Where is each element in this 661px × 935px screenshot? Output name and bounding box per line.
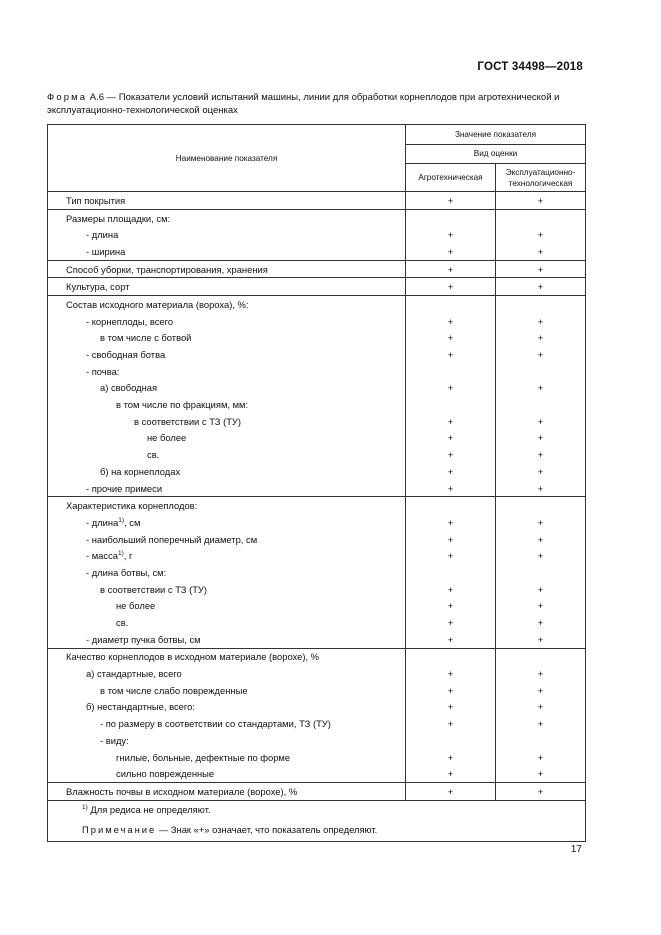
- row-label: [48, 665, 406, 682]
- cell-agro: +: [406, 581, 496, 598]
- row-label-text: б) на корнеплодах: [100, 465, 181, 477]
- row-label: [48, 330, 406, 347]
- row-label: [48, 313, 406, 330]
- row-label-text: - масса: [86, 550, 118, 562]
- cell-expl: +: [496, 715, 586, 732]
- table-row: [48, 531, 586, 548]
- row-label: [48, 631, 406, 648]
- row-label: [48, 192, 406, 210]
- cell-expl: +: [496, 278, 586, 296]
- table-row: [48, 783, 586, 801]
- table-row: [48, 564, 586, 581]
- table-row: [48, 463, 586, 480]
- cell-agro: +: [406, 765, 496, 782]
- form-caption: [47, 91, 587, 117]
- table-row: [48, 346, 586, 363]
- conditions-table: [47, 124, 586, 842]
- cell-agro: +: [406, 614, 496, 631]
- row-label: [48, 380, 406, 397]
- row-label: [48, 531, 406, 548]
- cell-expl: +: [496, 614, 586, 631]
- cell-expl: +: [496, 514, 586, 531]
- column-header-value: Значение показателя: [406, 125, 586, 145]
- table-row: [48, 547, 586, 564]
- cell-expl: +: [496, 682, 586, 699]
- cell-expl: [496, 363, 586, 380]
- table-row: [48, 380, 586, 397]
- table-row: [48, 682, 586, 699]
- cell-agro: [406, 732, 496, 749]
- column-header-kind: Вид оценки: [406, 144, 586, 164]
- table-row: [48, 514, 586, 531]
- table-row: [48, 648, 586, 665]
- row-label-text: св.: [147, 449, 160, 461]
- cell-agro: +: [406, 514, 496, 531]
- row-label: [48, 346, 406, 363]
- table-row: [48, 278, 586, 296]
- row-label: [48, 682, 406, 699]
- row-label: [48, 497, 406, 514]
- table-row: [48, 598, 586, 615]
- cell-agro: +: [406, 226, 496, 243]
- row-label: [48, 243, 406, 260]
- row-label-unit: , см: [124, 516, 141, 528]
- cell-agro: [406, 363, 496, 380]
- row-label: [48, 480, 406, 497]
- row-label-text: Способ уборки, транспортирования, хранения: [66, 263, 268, 275]
- row-label: [48, 732, 406, 749]
- form-caption-text: А.6 — Показатели условий испытаний машины, линии для обработки корнеплодов при агротехнической и эксплуатационно-технологической оценках: [47, 92, 560, 116]
- cell-expl: [496, 396, 586, 413]
- table-row: [48, 749, 586, 766]
- row-label: [48, 749, 406, 766]
- table-row: [48, 732, 586, 749]
- row-label: [48, 765, 406, 782]
- table-row: [48, 446, 586, 463]
- row-label-text: - виду:: [100, 734, 129, 746]
- row-label-text: Характеристика корнеплодов:: [66, 500, 198, 512]
- footnote-ref: 1): [118, 516, 125, 524]
- column-header-agro: Агротехническая: [406, 164, 496, 192]
- cell-agro: +: [406, 430, 496, 447]
- cell-expl: +: [496, 226, 586, 243]
- standard-number: ГОСТ 34498—2018: [477, 61, 583, 73]
- row-label-text: Влажность почвы в исходном материале (ворохе), %: [66, 785, 298, 797]
- cell-agro: +: [406, 715, 496, 732]
- footnote-text: Для редиса не определяют.: [87, 804, 211, 816]
- table-row: [48, 614, 586, 631]
- cell-agro: +: [406, 531, 496, 548]
- cell-agro: [406, 564, 496, 581]
- table-row: [48, 243, 586, 260]
- row-label-text: гнилые, больные, дефектные по форме: [116, 751, 291, 763]
- row-label-text: - прочие примеси: [86, 482, 163, 494]
- form-word: Форма: [47, 92, 88, 103]
- row-label: [48, 430, 406, 447]
- table-row: [48, 765, 586, 782]
- table-row: [48, 226, 586, 243]
- cell-expl: [496, 296, 586, 313]
- row-label: [48, 396, 406, 413]
- cell-agro: [406, 296, 496, 313]
- table-row: [48, 396, 586, 413]
- note-text: — Знак «+» означает, что показатель определяют.: [156, 824, 378, 836]
- cell-agro: +: [406, 682, 496, 699]
- cell-agro: +: [406, 278, 496, 296]
- row-label: [48, 715, 406, 732]
- table-row: [48, 480, 586, 497]
- row-label: [48, 699, 406, 716]
- table-row: [48, 260, 586, 278]
- cell-expl: +: [496, 531, 586, 548]
- cell-expl: +: [496, 699, 586, 716]
- cell-expl: +: [496, 243, 586, 260]
- row-label: [48, 260, 406, 278]
- cell-agro: +: [406, 192, 496, 210]
- table-row: [48, 192, 586, 210]
- cell-expl: +: [496, 463, 586, 480]
- row-label-text: - длина ботвы, см:: [86, 566, 167, 578]
- row-label: [48, 226, 406, 243]
- row-label-unit: , г: [123, 550, 133, 562]
- column-header-name: Наименование показателя: [48, 125, 406, 192]
- cell-expl: +: [496, 413, 586, 430]
- cell-agro: +: [406, 463, 496, 480]
- row-label: [48, 363, 406, 380]
- cell-expl: [496, 209, 586, 226]
- row-label-text: а) свободная: [100, 382, 158, 394]
- cell-expl: +: [496, 765, 586, 782]
- row-label-text: сильно поврежденные: [116, 768, 215, 780]
- cell-agro: +: [406, 313, 496, 330]
- cell-agro: +: [406, 783, 496, 801]
- row-label-text: Размеры площадки, см:: [66, 212, 171, 224]
- row-label: [48, 614, 406, 631]
- row-label: [48, 564, 406, 581]
- table-row: [48, 430, 586, 447]
- cell-expl: +: [496, 192, 586, 210]
- table-row: [48, 296, 586, 313]
- row-label: [48, 648, 406, 665]
- row-label-text: не более: [116, 600, 156, 612]
- row-label-text: - ширина: [86, 245, 126, 257]
- cell-expl: +: [496, 260, 586, 278]
- table-row: [48, 631, 586, 648]
- row-label-text: в соответствии с ТЗ (ТУ): [100, 583, 208, 595]
- row-label-text: не более: [147, 432, 187, 444]
- cell-expl: +: [496, 749, 586, 766]
- cell-agro: +: [406, 598, 496, 615]
- cell-expl: +: [496, 430, 586, 447]
- row-label-text: Состав исходного материала (вороха), %:: [66, 298, 249, 310]
- row-label-text: - длина: [86, 516, 119, 528]
- note-word: Примечание: [82, 824, 157, 836]
- cell-expl: +: [496, 598, 586, 615]
- cell-agro: +: [406, 260, 496, 278]
- row-label-text: Культура, сорт: [66, 281, 130, 293]
- row-label-text: в том числе по фракциям, мм:: [116, 399, 249, 411]
- footnote: [48, 800, 586, 819]
- table-row: [48, 413, 586, 430]
- row-label: [48, 296, 406, 313]
- row-label: [48, 278, 406, 296]
- cell-agro: [406, 648, 496, 665]
- footnote-mark: 1): [82, 804, 88, 812]
- table-row: [48, 715, 586, 732]
- row-label-text: а) стандартные, всего: [86, 668, 182, 680]
- row-label: [48, 446, 406, 463]
- cell-agro: +: [406, 631, 496, 648]
- footnote-ref: 1): [117, 550, 124, 558]
- cell-expl: [496, 497, 586, 514]
- row-label-text: - почва:: [86, 365, 120, 377]
- cell-agro: +: [406, 446, 496, 463]
- cell-agro: +: [406, 330, 496, 347]
- table-row: [48, 497, 586, 514]
- cell-agro: +: [406, 346, 496, 363]
- row-label-text: св.: [116, 617, 129, 629]
- cell-expl: +: [496, 480, 586, 497]
- row-label-text: - свободная ботва: [86, 349, 166, 361]
- cell-expl: [496, 648, 586, 665]
- cell-agro: +: [406, 749, 496, 766]
- row-label: [48, 581, 406, 598]
- row-label-text: в том числе с ботвой: [100, 332, 192, 344]
- note: [48, 819, 586, 842]
- row-label-text: б) нестандартные, всего:: [86, 701, 195, 713]
- table-row: [48, 363, 586, 380]
- table-row: [48, 330, 586, 347]
- cell-agro: +: [406, 480, 496, 497]
- cell-agro: [406, 396, 496, 413]
- cell-expl: [496, 732, 586, 749]
- row-label: [48, 413, 406, 430]
- row-label: [48, 463, 406, 480]
- cell-agro: [406, 497, 496, 514]
- cell-agro: +: [406, 413, 496, 430]
- row-label-text: Качество корнеплодов в исходном материале (ворохе), %: [66, 651, 320, 663]
- row-label-text: - длина: [86, 229, 119, 241]
- cell-expl: +: [496, 380, 586, 397]
- row-label-text: - наибольший поперечный диаметр, см: [86, 533, 258, 545]
- row-label: [48, 209, 406, 226]
- row-label-text: в соответствии с ТЗ (ТУ): [134, 415, 242, 427]
- cell-expl: +: [496, 346, 586, 363]
- cell-expl: +: [496, 446, 586, 463]
- table-row: [48, 209, 586, 226]
- row-label: [48, 598, 406, 615]
- cell-agro: +: [406, 665, 496, 682]
- cell-agro: [406, 209, 496, 226]
- row-label: [48, 514, 406, 531]
- row-label-text: в том числе слабо поврежденные: [100, 684, 248, 696]
- row-label-text: - диаметр пучка ботвы, см: [86, 633, 201, 645]
- row-label: [48, 783, 406, 801]
- row-label-text: - корнеплоды, всего: [86, 315, 174, 327]
- cell-agro: +: [406, 380, 496, 397]
- cell-agro: +: [406, 243, 496, 260]
- cell-expl: +: [496, 783, 586, 801]
- row-label-text: - по размеру в соответствии со стандартами, ТЗ (ТУ): [100, 718, 331, 730]
- table-row: [48, 699, 586, 716]
- cell-expl: [496, 564, 586, 581]
- row-label-text: Тип покрытия: [66, 194, 126, 206]
- row-label: [48, 547, 406, 564]
- cell-expl: +: [496, 313, 586, 330]
- cell-expl: +: [496, 547, 586, 564]
- cell-expl: +: [496, 631, 586, 648]
- cell-agro: +: [406, 547, 496, 564]
- column-header-expl: Эксплуатационно-технологическая: [496, 164, 586, 192]
- table-row: [48, 313, 586, 330]
- table-row: [48, 581, 586, 598]
- page-number: 17: [570, 844, 582, 855]
- cell-expl: +: [496, 581, 586, 598]
- table-row: [48, 665, 586, 682]
- table-body: [48, 192, 586, 801]
- cell-agro: +: [406, 699, 496, 716]
- cell-expl: +: [496, 330, 586, 347]
- cell-expl: +: [496, 665, 586, 682]
